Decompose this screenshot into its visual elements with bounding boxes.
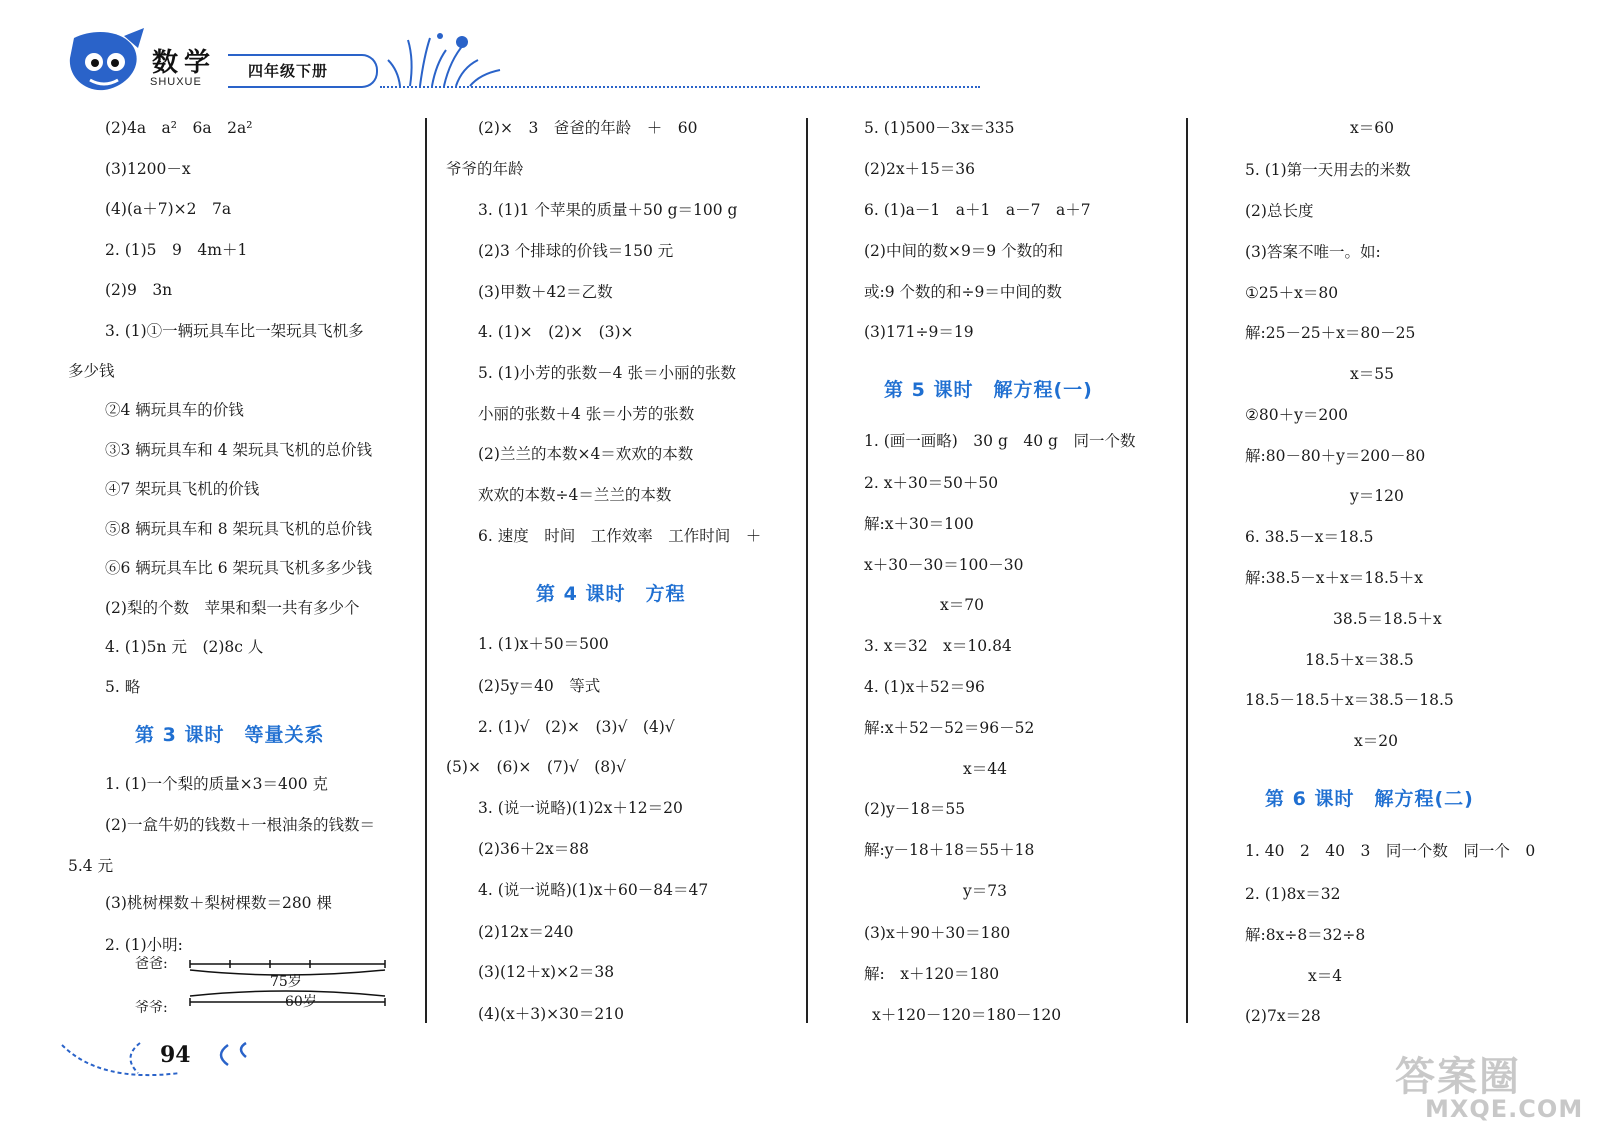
watermark <box>1395 1045 1585 1135</box>
text-line: 38.5＝18.5＋x <box>1333 610 1442 628</box>
grandpa-label: 爷爷: <box>135 1000 168 1016</box>
text-line: 5. (1)小芳的张数－4 张＝小丽的张数 <box>478 364 736 382</box>
text-line: ①25＋x＝80 <box>1245 284 1339 302</box>
text-line: 或:9 个数的和÷9＝中间的数 <box>864 283 1062 301</box>
text-line: 小丽的张数＋4 张＝小芳的张数 <box>478 405 695 423</box>
text-line: x＝20 <box>1354 732 1398 750</box>
text-line: 欢欢的本数÷4＝兰兰的本数 <box>478 486 672 504</box>
text-line: ②80＋y＝200 <box>1245 406 1348 424</box>
text-line: 1. (画一画略) 30 g 40 g 同一个数 <box>864 432 1136 450</box>
text-line: (5)× (6)× (7)√ (8)√ <box>446 758 627 776</box>
text-line: 解: x＋120＝180 <box>864 965 1000 983</box>
section-heading: 第 4 课时 方程 <box>536 583 686 605</box>
text-line: 5. (1)500－3x＝335 <box>864 119 1015 137</box>
section-heading: 第 3 课时 等量关系 <box>135 724 325 746</box>
text-line: (2)4a a² 6a 2a² <box>105 119 253 137</box>
text-line: 解:8x÷8＝32÷8 <box>1245 926 1366 944</box>
text-line: (2)总长度 <box>1245 202 1314 220</box>
text-line: 解:y－18＋18＝55＋18 <box>864 841 1035 859</box>
text-line: 解:80－80＋y＝200－80 <box>1245 447 1426 465</box>
text-line: (3)桃树棵数＋梨树棵数＝280 棵 <box>105 894 332 912</box>
text-line: x＝70 <box>940 596 984 614</box>
subject-pinyin: SHUXUE <box>150 76 202 88</box>
text-line: 6. (1)a－1 a＋1 a－7 a＋7 <box>864 201 1091 219</box>
text-line: (3)1200－x <box>105 160 191 178</box>
text-line: (2)y－18＝55 <box>864 800 966 818</box>
text-line: (3)(12＋x)×2＝38 <box>478 963 615 981</box>
text-line: (3)171÷9＝19 <box>864 323 974 341</box>
text-line: 3. (1)①一辆玩具车比一架玩具飞机多 <box>105 322 364 340</box>
text-line: x＝4 <box>1308 967 1343 985</box>
text-line: (2)一盒牛奶的钱数＋一根油条的钱数＝ <box>105 816 375 834</box>
text-line: 解:x＋52－52＝96－52 <box>864 719 1035 737</box>
text-line: 解:x＋30＝100 <box>864 515 974 533</box>
text-line: 2. x＋30＝50＋50 <box>864 474 999 492</box>
line-segment-diagram <box>105 950 405 1030</box>
text-line: 3. (说一说略)(1)2x＋12＝20 <box>478 799 683 817</box>
text-line: 6. 38.5－x＝18.5 <box>1245 528 1374 546</box>
text-line: (2)兰兰的本数×4＝欢欢的本数 <box>478 445 694 463</box>
text-line: 多少钱 <box>68 362 115 380</box>
text-line: 5. 略 <box>105 678 141 696</box>
text-line: ⑥6 辆玩具车比 6 架玩具飞机多多少钱 <box>105 559 373 577</box>
text-line: ②4 辆玩具车的价钱 <box>105 401 244 419</box>
text-line: y＝120 <box>1350 487 1404 505</box>
text-line: 2. (1)5 9 4m＋1 <box>105 241 248 259</box>
watermark-main-text: 答案圈 <box>1395 1054 1521 1100</box>
text-line: 18.5－18.5＋x＝38.5－18.5 <box>1245 691 1454 709</box>
text-line: (2)9 3n <box>105 281 173 299</box>
text-line: x＝55 <box>1350 365 1394 383</box>
text-line: (3)x＋90＋30＝180 <box>864 924 1011 942</box>
subject-title: 数学 <box>152 48 217 78</box>
text-line: ⑤8 辆玩具车和 8 架玩具飞机的总价钱 <box>105 520 373 538</box>
text-line: (3)甲数＋42＝乙数 <box>478 283 613 301</box>
text-line: x＝44 <box>963 760 1007 778</box>
text-line: 2. (1)8x＝32 <box>1245 885 1341 903</box>
text-line: (2)梨的个数 苹果和梨一共有多少个 <box>105 599 360 617</box>
watermark-sub-text: MXQE.COM <box>1425 1095 1584 1123</box>
header-dotted-rule <box>380 86 980 88</box>
age-60-label: 60岁 <box>285 994 317 1010</box>
text-line: 爷爷的年龄 <box>446 160 524 178</box>
text-line: 4. (说一说略)(1)x＋60－84＝47 <box>478 881 709 899</box>
section-heading: 第 6 课时 解方程(二) <box>1265 788 1474 810</box>
column-divider <box>1186 118 1188 1023</box>
age-75-label: 75岁 <box>270 974 302 990</box>
text-line: (3)答案不唯一。如: <box>1245 243 1381 261</box>
text-line: 18.5＋x＝38.5 <box>1305 651 1414 669</box>
text-line: 3. (1)1 个苹果的质量＋50 g＝100 g <box>478 201 738 219</box>
text-line: 5. (1)第一天用去的米数 <box>1245 161 1411 179</box>
text-line: (2)2x＋15＝36 <box>864 160 976 178</box>
text-line: (2)× 3 爸爸的年龄 ＋ 60 <box>478 119 698 137</box>
grade-label: 四年级下册 <box>248 62 329 80</box>
text-line: 1. (1)一个梨的质量×3＝400 克 <box>105 775 329 793</box>
text-line: 2. (1)小明: <box>105 936 183 954</box>
column-divider <box>425 118 427 1023</box>
text-line: (2)3 个排球的价钱＝150 元 <box>478 242 674 260</box>
text-line: (2)36＋2x＝88 <box>478 840 590 858</box>
text-line: 6. 速度 时间 工作效率 工作时间 ＋ <box>478 527 762 545</box>
text-line: ③3 辆玩具车和 4 架玩具飞机的总价钱 <box>105 441 373 459</box>
page-number: 94 <box>160 1042 191 1068</box>
text-line: (2)中间的数×9＝9 个数的和 <box>864 242 1064 260</box>
text-line: y＝73 <box>963 882 1007 900</box>
text-line: 4. (1)x＋52＝96 <box>864 678 985 696</box>
text-line: 5.4 元 <box>68 857 114 875</box>
text-line: (2)12x＝240 <box>478 923 574 941</box>
text-line: 1. 40 2 40 3 同一个数 同一个 0 <box>1245 842 1536 860</box>
text-line: 4. (1)× (2)× (3)× <box>478 323 634 341</box>
section-heading: 第 5 课时 解方程(一) <box>884 379 1093 401</box>
dad-label: 爸爸: <box>135 956 168 972</box>
text-line: (2)7x＝28 <box>1245 1007 1321 1025</box>
text-line: (2)5y＝40 等式 <box>478 677 601 695</box>
text-line: 2. (1)√ (2)× (3)√ (4)√ <box>478 718 675 736</box>
text-line: 解:38.5－x＋x＝18.5＋x <box>1245 569 1423 587</box>
page-header <box>0 0 1000 110</box>
text-line: (4)(a＋7)×2 7a <box>105 200 232 218</box>
text-line: x＋120－120＝180－120 <box>872 1006 1062 1024</box>
mascot-icon <box>64 28 148 100</box>
text-line: x＋30－30＝100－30 <box>864 556 1024 574</box>
text-line: x＝60 <box>1350 119 1394 137</box>
text-line: 3. x＝32 x＝10.84 <box>864 637 1012 655</box>
grass-decoration-icon <box>380 30 530 88</box>
text-line: 解:25－25＋x＝80－25 <box>1245 324 1416 342</box>
text-line: (4)(x＋3)×30＝210 <box>478 1005 624 1023</box>
column-divider <box>806 118 808 1023</box>
text-line: ④7 架玩具飞机的价钱 <box>105 480 260 498</box>
text-line: 4. (1)5n 元 (2)8c 人 <box>105 638 264 656</box>
text-line: 1. (1)x＋50＝500 <box>478 635 609 653</box>
